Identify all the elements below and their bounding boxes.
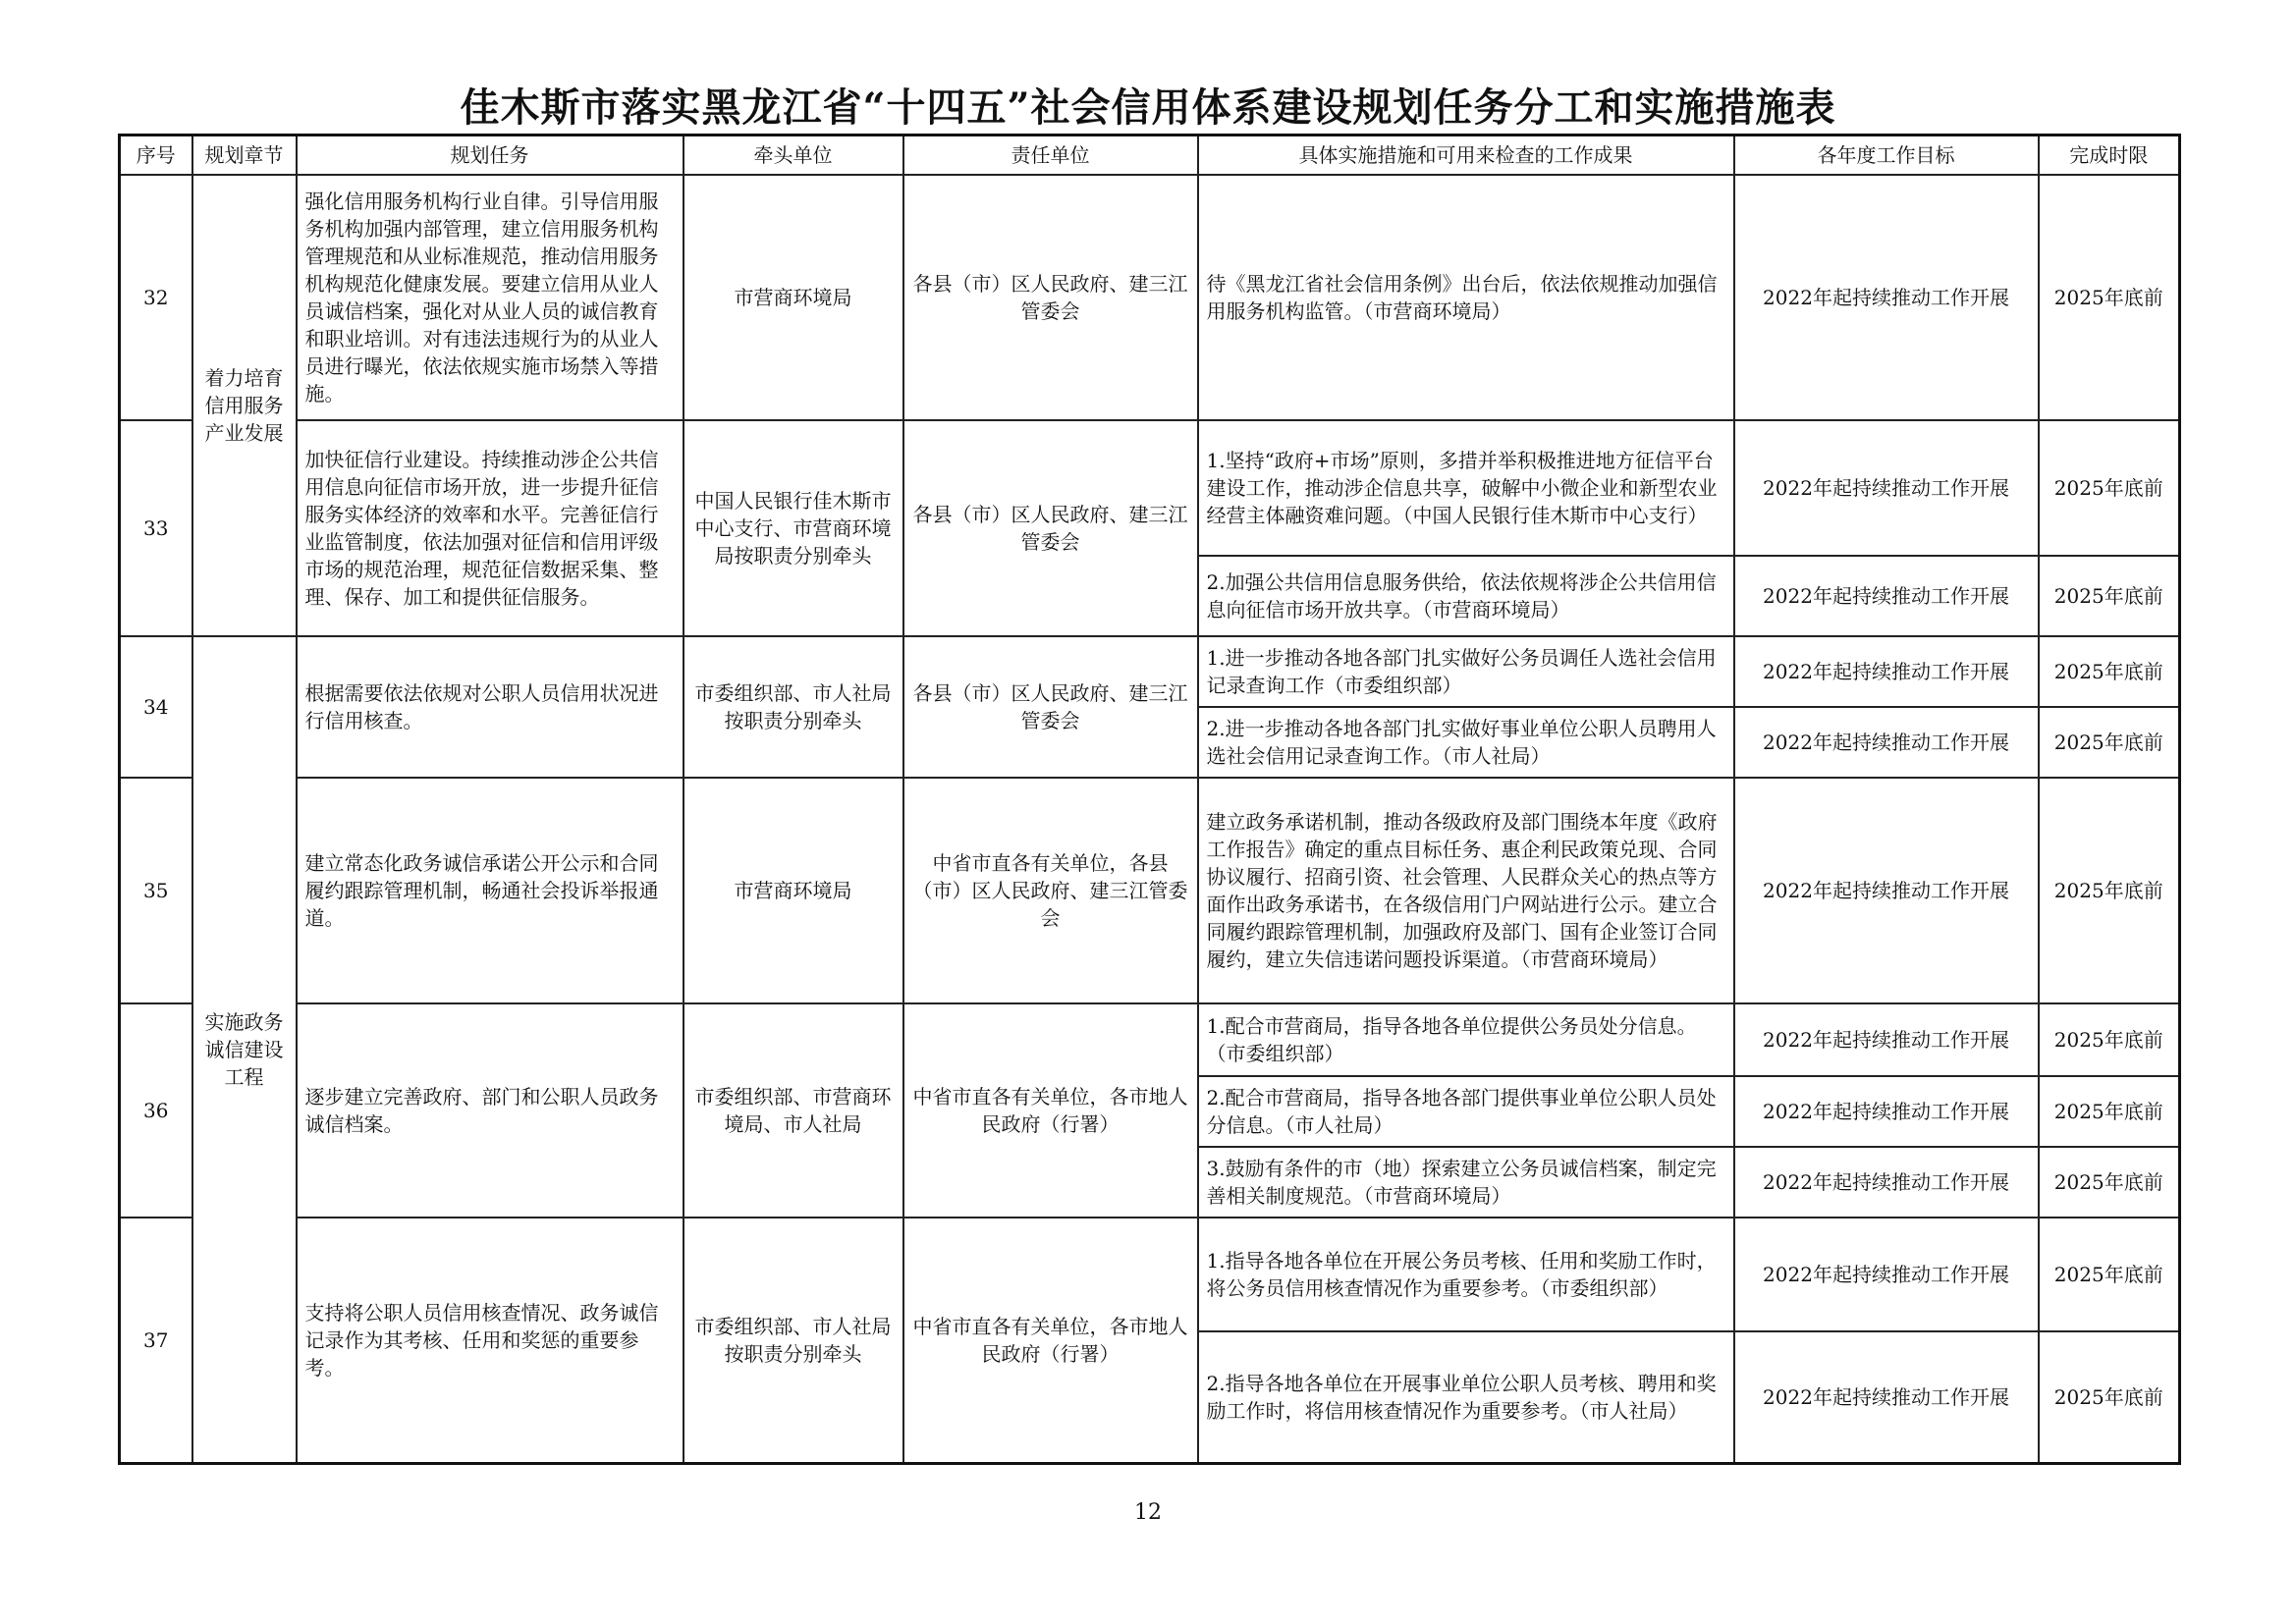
measure-cell: 2.进一步推动各地各部门扎实做好事业单位公职人员聘用人选社会信用记录查询工作。（市人社局） [1198,707,1734,778]
deadline-cell: 2025年底前 [2039,1076,2180,1147]
row-number: 35 [120,778,192,1003]
measure-cell: 2.加强公共信用信息服务供给，依法依规将涉企公共信用信息向征信市场开放共享。（市营商环境局） [1198,556,1734,636]
goal-cell: 2022年起持续推动工作开展 [1734,556,2039,636]
header-goal: 各年度工作目标 [1734,135,2039,176]
measure-cell: 建立政务承诺机制，推动各级政府及部门围绕本年度《政府工作报告》确定的重点目标任务、惠企利民政策兑现、合同协议履行、招商引资、社会管理、人民群众关心的热点等方面作出政务承诺书，在各级信用门户网站进行公示。建立合同履约跟踪管理机制，加强政府及部门、国有企业签订合同履约，建立失信违诺问题投诉渠道。（市营商环境局） [1198,778,1734,1003]
header-deadline: 完成时限 [2039,135,2180,176]
task-cell: 支持将公职人员信用核查情况、政务诚信记录作为其考核、任用和奖惩的重要参考。 [297,1218,683,1463]
task-cell: 根据需要依法依规对公职人员信用状况进行信用核查。 [297,636,683,778]
goal-cell: 2022年起持续推动工作开展 [1734,1147,2039,1218]
measure-cell: 1.坚持“政府+市场”原则，多措并举积极推进地方征信平台建设工作，推动涉企信息共享，破解中小微企业和新型农业经营主体融资难问题。（中国人民银行佳木斯市中心支行） [1198,420,1734,556]
header-no: 序号 [120,135,192,176]
lead-cell: 市营商环境局 [683,778,903,1003]
header-lead: 牵头单位 [683,135,903,176]
deadline-cell: 2025年底前 [2039,778,2180,1003]
task-cell: 建立常态化政务诚信承诺公开公示和合同履约跟踪管理机制，畅通社会投诉举报通道。 [297,778,683,1003]
goal-cell: 2022年起持续推动工作开展 [1734,1076,2039,1147]
measure-cell: 3.鼓励有条件的市（地）探索建立公务员诚信档案，制定完善相关制度规范。（市营商环境局） [1198,1147,1734,1218]
header-chapter: 规划章节 [192,135,297,176]
row-number: 33 [120,420,192,636]
measure-cell: 待《黑龙江省社会信用条例》出台后，依法依规推动加强信用服务机构监管。（市营商环境局） [1198,175,1734,420]
table-row [120,1218,2180,1331]
table-row [120,420,2180,556]
responsible-cell: 中省市直各有关单位，各市地人民政府（行署） [903,1218,1198,1463]
deadline-cell: 2025年底前 [2039,707,2180,778]
goal-cell: 2022年起持续推动工作开展 [1734,1218,2039,1331]
lead-cell: 市委组织部、市人社局按职责分别牵头 [683,636,903,778]
task-table [118,134,2181,1465]
measure-cell: 2.指导各地各单位在开展事业单位公职人员考核、聘用和奖励工作时，将信用核查情况作为重要参考。（市人社局） [1198,1331,1734,1463]
table-row [120,636,2180,707]
header-task: 规划任务 [297,135,683,176]
table-row [120,175,2180,420]
chapter-cell: 实施政务诚信建设工程 [192,636,297,1463]
row-number: 36 [120,1003,192,1218]
row-number: 32 [120,175,192,420]
measure-cell: 1.进一步推动各地各部门扎实做好公务员调任人选社会信用记录查询工作（市委组织部） [1198,636,1734,707]
measure-cell: 2.配合市营商局，指导各地各部门提供事业单位公职人员处分信息。（市人社局） [1198,1076,1734,1147]
row-number: 37 [120,1218,192,1463]
responsible-cell: 各县（市）区人民政府、建三江管委会 [903,420,1198,636]
goal-cell: 2022年起持续推动工作开展 [1734,778,2039,1003]
header-responsible: 责任单位 [903,135,1198,176]
goal-cell: 2022年起持续推动工作开展 [1734,420,2039,556]
deadline-cell: 2025年底前 [2039,175,2180,420]
header-measures: 具体实施措施和可用来检查的工作成果 [1198,135,1734,176]
deadline-cell: 2025年底前 [2039,636,2180,707]
table-row [120,778,2180,1003]
deadline-cell: 2025年底前 [2039,556,2180,636]
row-number: 34 [120,636,192,778]
deadline-cell: 2025年底前 [2039,1331,2180,1463]
task-cell: 逐步建立完善政府、部门和公职人员政务诚信档案。 [297,1003,683,1218]
deadline-cell: 2025年底前 [2039,1003,2180,1076]
responsible-cell: 中省市直各有关单位，各县（市）区人民政府、建三江管委会 [903,778,1198,1003]
goal-cell: 2022年起持续推动工作开展 [1734,175,2039,420]
responsible-cell: 中省市直各有关单位，各市地人民政府（行署） [903,1003,1198,1218]
table-row [120,1003,2180,1076]
task-cell: 加快征信行业建设。持续推动涉企公共信用信息向征信市场开放，进一步提升征信服务实体经济的效率和水平。完善征信行业监管制度，依法加强对征信和信用评级市场的规范治理，规范征信数据采集、整理、保存、加工和提供征信服务。 [297,420,683,636]
measure-cell: 1.配合市营商局，指导各地各单位提供公务员处分信息。（市委组织部） [1198,1003,1734,1076]
lead-cell: 市委组织部、市人社局按职责分别牵头 [683,1218,903,1463]
goal-cell: 2022年起持续推动工作开展 [1734,1331,2039,1463]
deadline-cell: 2025年底前 [2039,420,2180,556]
page-number: 12 [1134,1500,1162,1525]
responsible-cell: 各县（市）区人民政府、建三江管委会 [903,175,1198,420]
lead-cell: 市委组织部、市营商环境局、市人社局 [683,1003,903,1218]
measure-cell: 1.指导各地各单位在开展公务员考核、任用和奖励工作时，将公务员信用核查情况作为重要参考。（市委组织部） [1198,1218,1734,1331]
lead-cell: 中国人民银行佳木斯市中心支行、市营商环境局按职责分别牵头 [683,420,903,636]
header-row [120,135,2180,176]
task-cell: 强化信用服务机构行业自律。引导信用服务机构加强内部管理，建立信用服务机构管理规范和从业标准规范，推动信用服务机构规范化健康发展。要建立信用从业人员诚信档案，强化对从业人员的诚信教育和职业培训。对有违法违规行为的从业人员进行曝光，依法依规实施市场禁入等措施。 [297,175,683,420]
goal-cell: 2022年起持续推动工作开展 [1734,636,2039,707]
responsible-cell: 各县（市）区人民政府、建三江管委会 [903,636,1198,778]
goal-cell: 2022年起持续推动工作开展 [1734,707,2039,778]
chapter-cell: 着力培育信用服务产业发展 [192,175,297,636]
deadline-cell: 2025年底前 [2039,1218,2180,1331]
document-title: 佳木斯市落实黑龙江省“十四五”社会信用体系建设规划任务分工和实施措施表 [460,84,1836,131]
goal-cell: 2022年起持续推动工作开展 [1734,1003,2039,1076]
deadline-cell: 2025年底前 [2039,1147,2180,1218]
lead-cell: 市营商环境局 [683,175,903,420]
